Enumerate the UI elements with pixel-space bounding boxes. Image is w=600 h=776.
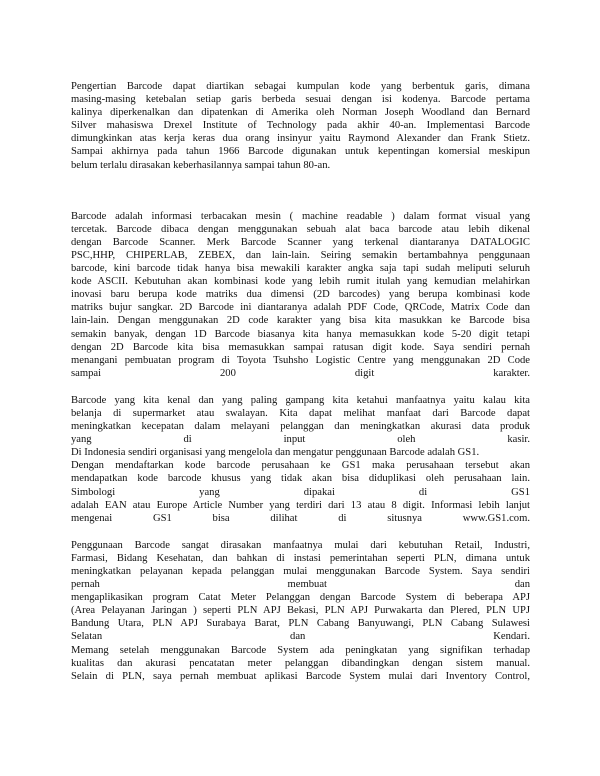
text-line: mengenai GS1 bisa dilihat di situsnya www.GS1.com. — [71, 512, 530, 524]
text-line: dengan 2D Barcode kita bisa memasukkan sampai ratusan digit kode. Saya sendiri pernah — [71, 341, 530, 353]
text-line: Bandung Utara, PLN APJ Surabaya Barat, PLN Cabang Banyuwangi, PLN Cabang Sulawesi — [71, 618, 530, 630]
paragraph-barcode-usage — [71, 394, 530, 525]
text-line: menangani pembuatan program di Toyota Tsuhsho Logistic Centre yang menggunakan 2D Code — [71, 354, 530, 366]
text-line: kalinya diperkenalkan dan dipatenkan di Amerika oleh Norman Joseph Woodland dan Bernard — [71, 107, 530, 119]
text-line: inovasi baru berupa kode matriks dua dimensi (2D barcodes) yang berupa kombinasi kode — [71, 289, 530, 301]
paragraph-spacer — [71, 525, 530, 539]
text-line: pernah membuat dan — [71, 579, 530, 591]
text-line: Penggunaan Barcode sangat dirasakan manfaatnya mulai dari kebutuhan Retail, Industri, — [71, 539, 530, 551]
text-line: adalah EAN atau Europe Article Number yang terdiri dari 13 atau 8 digit. Informasi lebih lanjut — [71, 499, 530, 511]
text-line: kode ASCII. Kebutuhan akan kombinasi kode yang lebih rumit itulah yang kemudian melahirkan — [71, 276, 530, 288]
text-line: Silver mahasiswa Drexel Institute of Technology pada akhir 40-an. Implementasi Barcode — [71, 120, 530, 132]
text-line: (Area Pelayanan Jaringan ) seperti PLN APJ Bekasi, PLN APJ Purwakarta dan Plered, PLN UPJ — [71, 605, 530, 617]
paragraph-barcode-industry — [71, 539, 530, 683]
text-line: Dengan mendaftarkan kode barcode perusahaan ke GS1 maka perusahaan tersebut akan — [71, 460, 530, 472]
document-page — [71, 80, 530, 683]
text-line: matriks bujur sangkar. 2D Barcode ini diantaranya adalah PDF Code, QRCode, Matrix Code dan — [71, 302, 530, 314]
text-line: PSC,HHP, CHIPERLAB, ZEBEX, dan lain-lain. Seiring semakin bertambahnya penggunaan — [71, 249, 530, 261]
text-line: kualitas dan akurasi pencatatan meter pelanggan dibandingkan dengan sistem manual. — [71, 657, 530, 669]
text-line: Di Indonesia sendiri organisasi yang mengelola dan mengatur penggunaan Barcode adalah GS1. — [71, 447, 480, 459]
text-line: masing-masing ketebalan setiap garis berbeda sesuai dengan isi kodenya. Barcode pertama — [71, 94, 530, 106]
text-line: mengaplikasikan program Catat Meter Pelanggan dengan Barcode System di beberapa APJ — [71, 592, 530, 604]
text-line: semakin banyak, dengan 1D Barcode biasanya kita hanya memasukkan kode 5-20 digit tetapi — [71, 328, 530, 340]
text-line: lain-lain. Dengan menggunakan 2D code karakter yang bisa kita masukkan ke Barcode bisa — [71, 315, 530, 327]
text-line: Simbologi yang dipakai di GS1 — [71, 486, 530, 498]
text-line: Barcode adalah informasi terbacakan mesin ( machine readable ) dalam format visual yang — [71, 210, 530, 222]
text-line: Selatan dan Kendari. — [71, 631, 530, 643]
text-line: dengan Barcode Scanner. Merk Barcode Scanner yang terkenal diantaranya DATALOGIC — [71, 236, 530, 248]
paragraph-barcode-definition — [71, 210, 530, 380]
text-line: tercetak. Barcode dibaca dengan menggunakan sebuah alat baca barcode atau lebih dikenal — [71, 223, 530, 235]
text-line: Pengertian Barcode dapat diartikan sebagai kumpulan kode yang berbentuk garis, dimana — [71, 81, 530, 92]
text-line: Memang setelah menggunakan Barcode System ada peningkatan yang signifikan terhadap — [71, 644, 530, 656]
text-line: belum terlalu dirasakan keberhasilannya sampai tahun 80-an. — [71, 159, 331, 171]
text-line: meningkatkan kecepatan dalam melayani pelanggan dan meningkatkan akurasi data produk — [71, 421, 530, 433]
text-line: Barcode yang kita kenal dan yang paling gampang kita ketahui manfaatnya yaitu kalau kita — [71, 394, 530, 406]
text-line: belanja di supermarket atau swalayan. Kita dapat melihat manfaat dari Barcode dapat — [71, 407, 530, 419]
paragraph-barcode-history — [71, 80, 530, 172]
paragraph-spacer — [71, 172, 530, 210]
text-line: barcode, kini barcode tidak hanya bisa mewakili karakter angka saja tapi sudah meliputi seluruh — [71, 263, 530, 275]
text-line: meningkatkan pelayanan kepada pelanggan mulai menggunakan Barcode System. Saya sendiri — [71, 566, 530, 577]
text-line: yang di input oleh kasir. — [71, 434, 530, 446]
text-line: sampai 200 digit karakter. — [71, 367, 530, 379]
text-line: mendapatkan kode barcode khusus yang tidak akan bisa diduplikasi oleh perusahaan lain. — [71, 473, 530, 485]
text-line: Sampai akhirnya pada tahun 1966 Barcode digunakan untuk kepentingan komersial meskipun — [71, 146, 530, 158]
paragraph-spacer — [71, 380, 530, 394]
text-line: Selain di PLN, saya pernah membuat aplikasi Barcode System mulai dari Inventory Control, — [71, 670, 530, 682]
text-line: Farmasi, Bidang Kesehatan, dan bahkan di instasi pemerintahan seperti PLN, dimana untuk — [71, 552, 530, 564]
text-line: dimungkinkan atas kerja keras dua orang insinyur yaitu Raymond Alexander dan Frank Stietz. — [71, 133, 530, 145]
